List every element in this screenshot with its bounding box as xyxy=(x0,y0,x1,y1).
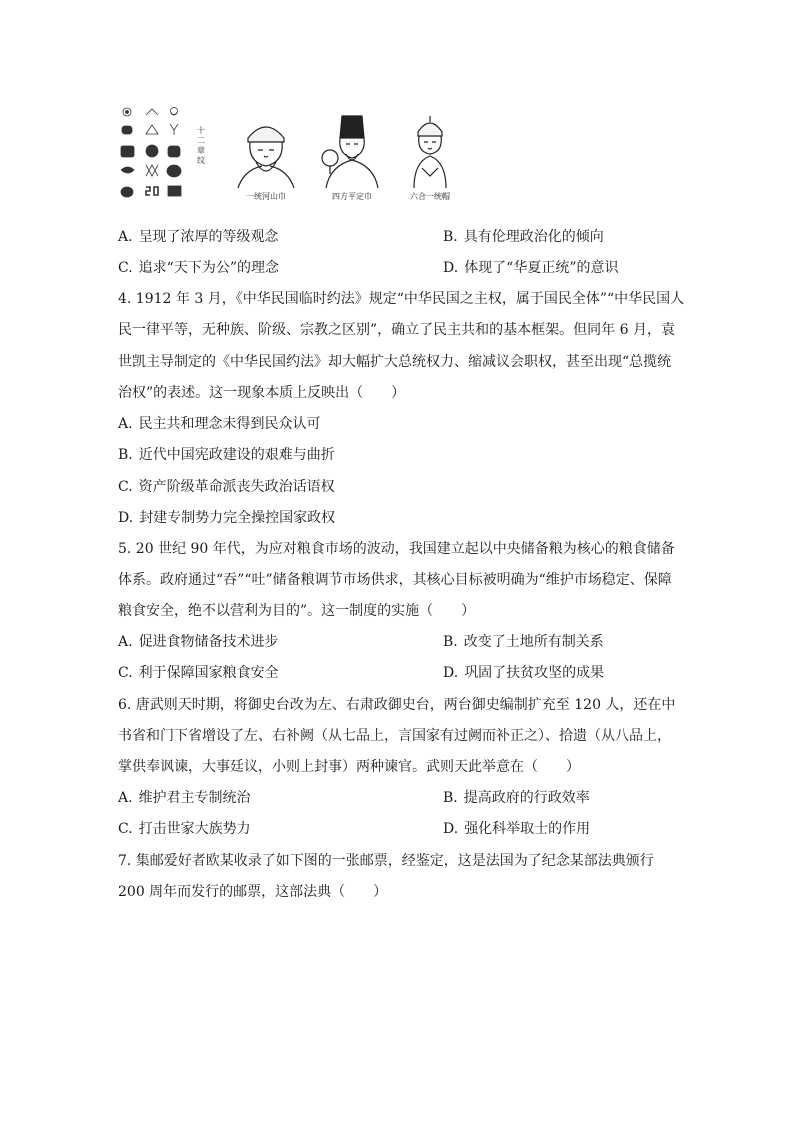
person-three xyxy=(394,112,466,202)
q7-stem-line-2: 200 周年而发行的邮票，这部法典（ ） xyxy=(118,884,388,900)
q3-option-a[interactable]: A. 呈现了浓厚的等级观念 xyxy=(118,229,279,245)
q6-option-b[interactable]: B. 提高政府的行政效率 xyxy=(443,790,590,806)
twelve-symbols-illustration xyxy=(118,104,194,202)
q6-stem-line-3: 掌供奉讽谏，大事廷议，小则上封事）两种谏官。武则天此举意在（ ） xyxy=(118,759,580,775)
q5-option-a[interactable]: A. 促进食物储备技术进步 xyxy=(118,634,279,650)
q4-stem-line-3: 世凯主导制定的《中华民国约法》却大幅扩大总统权力、缩减议会职权，甚至出现“总揽统 xyxy=(118,354,672,370)
q3-option-d[interactable]: D. 体现了“华夏正统”的意识 xyxy=(443,260,619,276)
q5-stem-line-3: 粮食安全，绝不以营利为目的”。这一制度的实施（ ） xyxy=(118,603,476,619)
q6-option-d[interactable]: D. 强化科举取士的作用 xyxy=(443,821,591,837)
person-two xyxy=(316,112,388,202)
q5-stem-line-2: 体系。政府通过“吞”“吐”储备粮调节市场供求，其核心目标被明确为“维护市场稳定、保障 xyxy=(118,572,672,588)
q6-option-a[interactable]: A. 维护君主专制统治 xyxy=(118,790,251,806)
person-two-caption: 四方平定巾 xyxy=(332,192,372,201)
person-one-caption: 一统河山巾 xyxy=(246,192,286,201)
q6-stem-line-1: 6. 唐武则天时期，将御史台改为左、右肃政御史台，两台御史编制扩充至 120 人，还在中 xyxy=(118,697,676,713)
q4-stem-line-4: 治权”的表述。这一现象本质上反映出（ ） xyxy=(118,385,406,401)
q3-option-b[interactable]: B. 具有伦理政治化的倾向 xyxy=(443,229,604,245)
symbols-caption: 十二章纹 xyxy=(197,126,205,165)
person-two-drawing xyxy=(316,112,388,188)
person-one-drawing xyxy=(230,112,302,188)
q6-option-c[interactable]: C. 打击世家大族势力 xyxy=(118,821,251,837)
q4-stem-line-1: 4. 1912 年 3 月，《中华民国临时约法》规定“中华民国之主权，属于国民全体”“中华民国人 xyxy=(118,291,685,307)
q6-stem-line-2: 书省和门下省增设了左、右补阙（从七品上，言国家有过阙而补正之）、拾遗（从八品上， xyxy=(118,728,671,744)
person-three-caption: 六合一统帽 xyxy=(410,192,450,201)
q7-stem-line-1: 7. 集邮爱好者欧某收录了如下图的一张邮票，经鉴定，这是法国为了纪念某部法典颁行 xyxy=(118,853,654,869)
q4-option-b[interactable]: B. 近代中国宪政建设的艰难与曲折 xyxy=(118,447,335,463)
person-three-drawing xyxy=(394,112,466,188)
q5-stem-line-1: 5. 20 世纪 90 年代，为应对粮食市场的波动，我国建立起以中央储备粮为核心的粮食储备 xyxy=(118,541,675,557)
q4-option-c[interactable]: C. 资产阶级革命派丧失政治话语权 xyxy=(118,479,335,495)
q5-option-b[interactable]: B. 改变了土地所有制关系 xyxy=(443,634,604,650)
costume-figure xyxy=(118,104,468,202)
person-one xyxy=(230,112,302,202)
q4-option-a[interactable]: A. 民主共和理念未得到民众认可 xyxy=(118,416,321,432)
q3-option-c[interactable]: C. 追求“天下为公”的理念 xyxy=(118,260,279,276)
q5-option-d[interactable]: D. 巩固了扶贫攻坚的成果 xyxy=(443,665,605,681)
q4-stem-line-2: 民一律平等，无种族、阶级、宗教之区别”，确立了民主共和的基本框架。但同年 6 月，袁 xyxy=(118,322,675,338)
q4-option-d[interactable]: D. 封建专制势力完全操控国家政权 xyxy=(118,510,336,526)
q5-option-c[interactable]: C. 利于保障国家粮食安全 xyxy=(118,665,279,681)
